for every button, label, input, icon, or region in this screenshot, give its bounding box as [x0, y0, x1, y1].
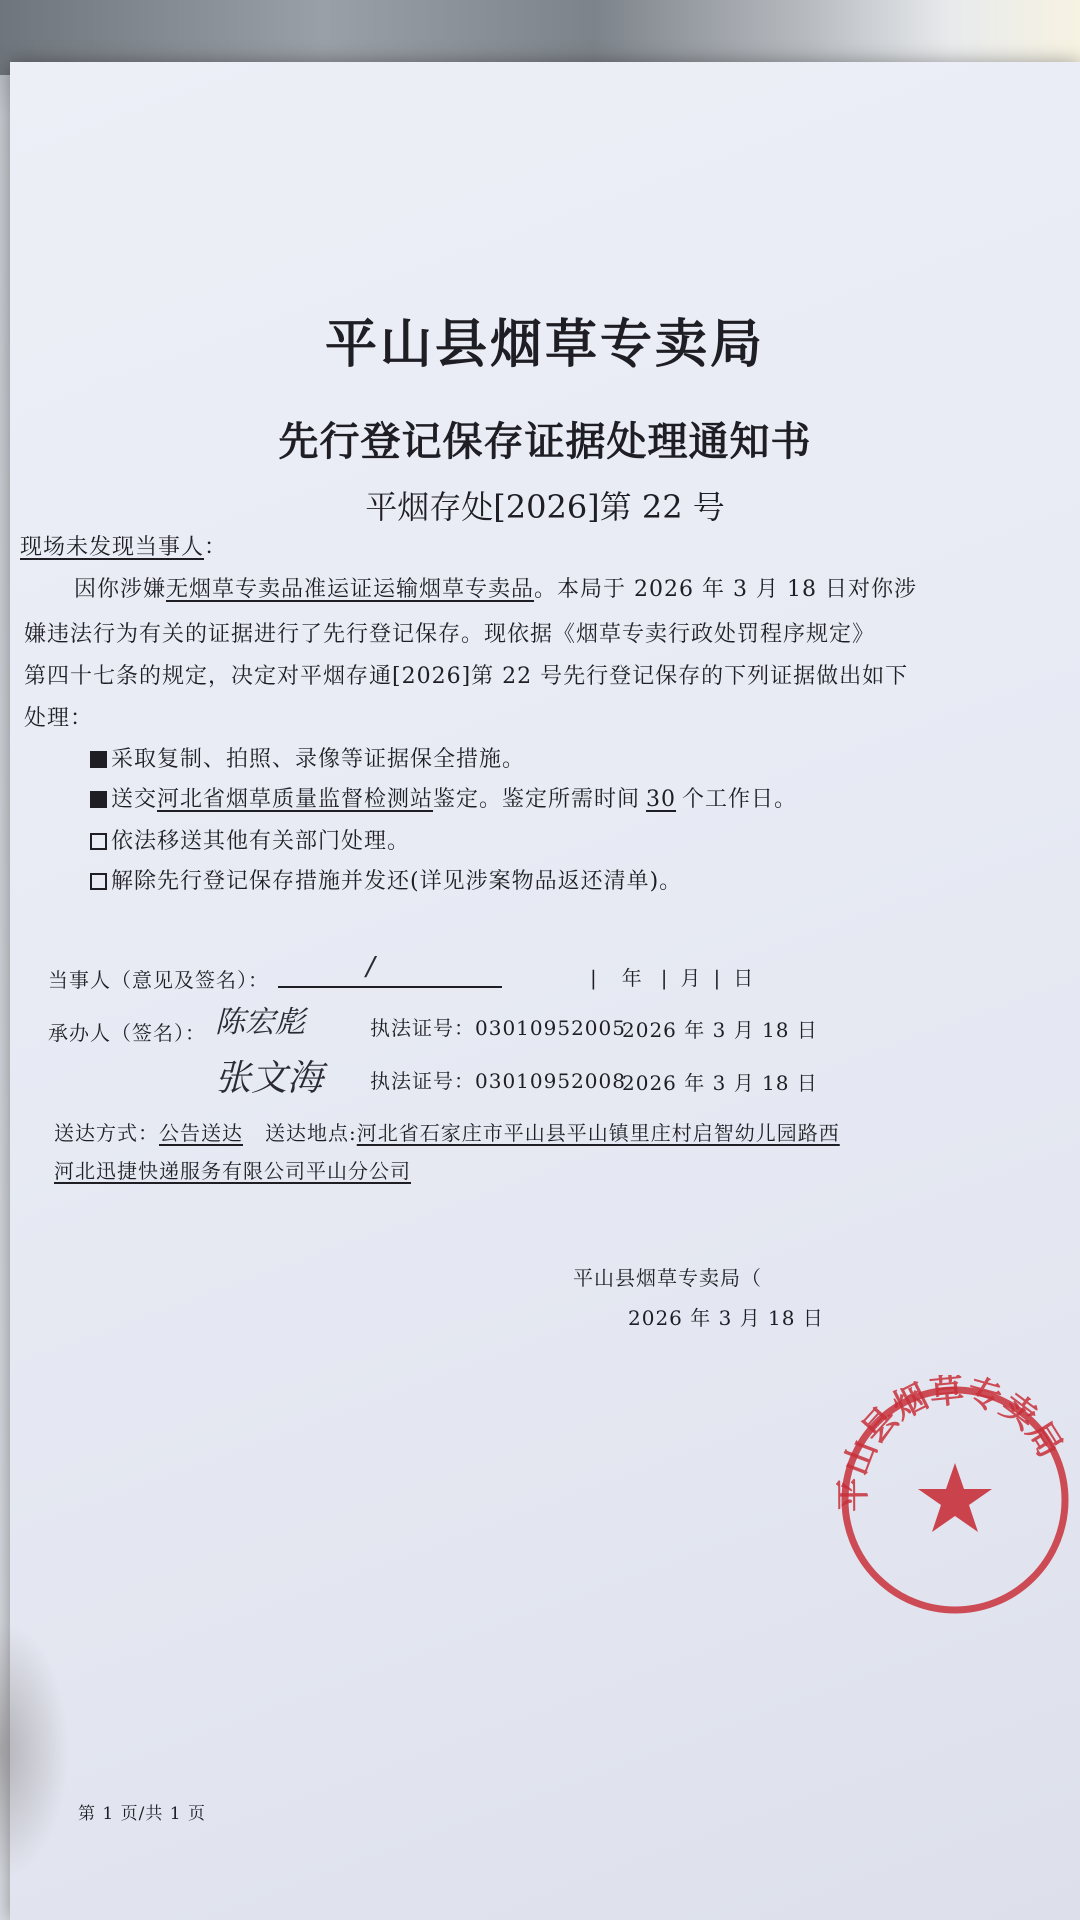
option-4: 解除先行登记保存措施并发还(详见涉案物品返还清单)。: [90, 864, 682, 895]
unchecked-box-icon: [90, 833, 107, 850]
party-date: | 年 | 月 | 日: [590, 966, 755, 990]
document-number: 平烟存处[2026]第 22 号: [365, 488, 725, 526]
party-slash: /: [366, 952, 375, 982]
handler-label: 承办人（签名）：: [48, 1021, 206, 1045]
recipient: 现场未发现当事人: [20, 535, 205, 560]
delivery-line-2: 河北迅捷快递服务有限公司平山分公司: [54, 1159, 411, 1183]
cert-number-1: 03010952005: [475, 1016, 626, 1040]
option-2: 送交河北省烟草质量监督检测站鉴定。鉴定所需时间 30 个工作日。: [90, 782, 797, 813]
finger-shadow: [0, 1620, 70, 1880]
appraisal-days: 30: [646, 787, 677, 812]
page-footer: 第 1 页/共 1 页: [78, 1804, 206, 1824]
handler-signature-1: 陈宏彪: [215, 1005, 305, 1040]
testing-station: 河北省烟草质量监督检测站: [157, 787, 434, 812]
party-signature-blank: [278, 952, 502, 988]
official-seal: [830, 1375, 1080, 1625]
option-3: 依法移送其他有关部门处理。: [90, 824, 410, 855]
handler-date-2: 2026 年 3 月 18 日: [622, 1071, 818, 1095]
violation-text: 无烟草专卖品准运证运输烟草专卖品: [166, 577, 535, 602]
handler-signature-2: 张文海: [215, 1058, 324, 1099]
document-title: 先行登记保存证据处理通知书: [278, 418, 812, 465]
body-line-4: 处理：: [24, 706, 94, 731]
delivery-line-1: 送达方式：公告送达 送达地点:河北省石家庄市平山县平山镇里庄村启智幼儿园路西: [54, 1121, 840, 1145]
document-page: [10, 62, 1080, 1920]
seal-icon: [830, 1375, 1080, 1625]
body-line-2: 嫌违法行为有关的证据进行了先行登记保存。现依据《烟草专卖行政处罚程序规定》: [24, 622, 876, 647]
recipient-line: 现场未发现当事人：: [20, 535, 228, 560]
checked-box-icon: [90, 791, 107, 808]
delivery-place: 河北省石家庄市平山县平山镇里庄村启智幼儿园路西: [356, 1121, 840, 1145]
delivery-method: 公告送达: [159, 1121, 243, 1145]
body-line-3: 第四十七条的规定，决定对平烟存通[2026]第 22 号先行登记保存的下列证据做出如下: [24, 664, 909, 689]
signoff-agency: 平山县烟草专卖局（: [573, 1266, 762, 1290]
checked-box-icon: [90, 751, 107, 768]
unchecked-box-icon: [90, 873, 107, 890]
option-1: 采取复制、拍照、录像等证据保全措施。: [90, 742, 525, 773]
cert-number-2: 03010952008: [475, 1069, 626, 1093]
party-label: 当事人（意见及签名）：: [48, 968, 269, 992]
agency-title: 平山县烟草专卖局: [324, 314, 765, 375]
cert-line-1: 执法证号：03010952005: [370, 1016, 626, 1040]
handler-date-1: 2026 年 3 月 18 日: [622, 1018, 818, 1042]
signoff-date: 2026 年 3 月 18 日: [628, 1306, 824, 1330]
seal-text: 平山县烟草专卖局: [833, 1375, 1071, 1512]
cert-line-2: 执法证号：03010952008: [370, 1069, 626, 1093]
body-line-1: 因你涉嫌无烟草专卖品准运证运输烟草专卖品。本局于 2026 年 3 月 18 日对你涉: [74, 577, 917, 602]
